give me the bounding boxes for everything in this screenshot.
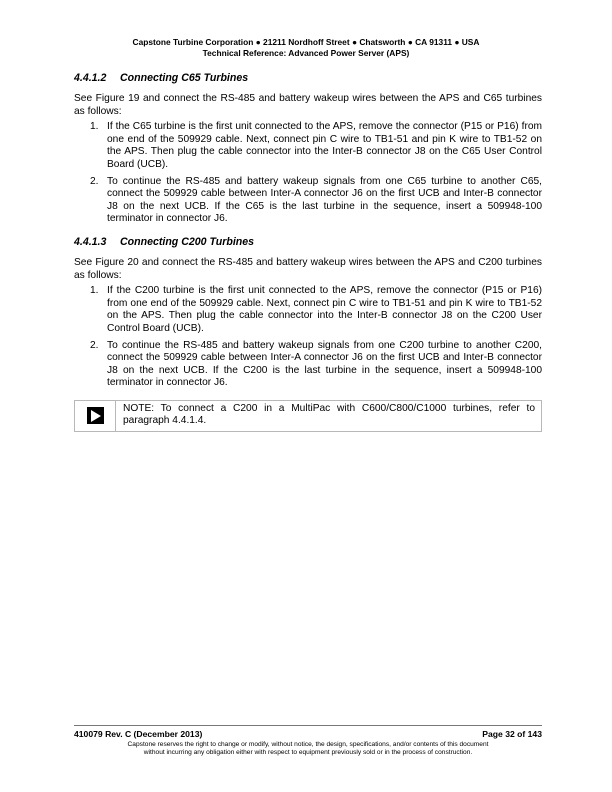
section-number: 4.4.1.3 [74, 235, 107, 248]
header-title-line: Technical Reference: Advanced Power Server (APS) [202, 48, 410, 58]
header-company-line: Capstone Turbine Corporation ● 21211 Nordhoff Street ● Chatsworth ● CA 91311 ● USA [132, 37, 480, 47]
list-item-text: To continue the RS-485 and battery wakeup signals from one C200 turbine to another C200, connect the 509929 cable between Inter-A connector J6 on the first UCB and Inter-B connector J8 on the next UCB. If the C200 is the last turbine in the sequence, insert a 509948-100 terminator in connector J6. [107, 339, 542, 389]
footer-disclaimer-line: Capstone reserves the right to change or modify, without notice, the design, specifications, and/or contents of this document [127, 741, 489, 748]
list-item [74, 176, 542, 226]
section-heading-c65 [74, 72, 542, 84]
list-item-text: If the C200 turbine is the first unit connected to the APS, remove the connector (P15 or P16) from one end of the 509929 cable. Next, connect pin C wire to TB1-51 and pin K wire to TB1-52 on the APS. Then plug the cable connector into the Inter-B connector J8 on the C200 User Control Board (UCB). [107, 285, 542, 334]
footer-page-number: Page 32 of 143 [482, 729, 542, 739]
section-title: Connecting C200 Turbines [120, 235, 255, 248]
footer-disclaimer [74, 741, 542, 758]
list-item [74, 121, 542, 171]
footer-disclaimer-line: without incurring any obligation either with respect to equipment previously sold or in the process of construction. [143, 749, 473, 757]
section-intro: See Figure 19 and connect the RS-485 and battery wakeup wires between the APS and C65 turbines as follows: [74, 93, 542, 117]
list-item [74, 285, 542, 335]
section-heading-c200 [74, 236, 542, 248]
footer-divider [74, 725, 542, 726]
list-item-number: 2. [90, 339, 99, 351]
note-box [74, 400, 542, 432]
page-footer [74, 725, 542, 758]
list-item-number: 1. [90, 121, 99, 133]
play-arrow-icon [87, 407, 104, 424]
note-text: NOTE: To connect a C200 in a MultiPac with C600/C800/C1000 turbines, refer to paragraph 4.4.1.4. [123, 402, 535, 427]
list-item-number: 1. [90, 285, 99, 297]
list-item [74, 340, 542, 390]
page-header [0, 37, 612, 59]
step-list [74, 285, 542, 390]
section-intro: See Figure 20 and connect the RS-485 and battery wakeup wires between the APS and C200 turbines as follows: [74, 256, 542, 281]
page-content [74, 72, 542, 432]
note-icon-cell [75, 401, 116, 431]
step-list [74, 121, 542, 226]
section-number: 4.4.1.2 [74, 72, 107, 84]
list-item-number: 2. [90, 175, 99, 187]
footer-doc-id: 410079 Rev. C (December 2013) [74, 729, 203, 739]
section-title: Connecting C65 Turbines [120, 72, 249, 84]
list-item-text: To continue the RS-485 and battery wakeup signals from one C65 turbine to another C65, connect the 509929 cable between Inter-A connector J6 on the first UCB and Inter-B connector J8 on the next UCB. If the C65 is the last turbine in the sequence, insert a 509948-100 terminator in connector J6. [107, 175, 542, 225]
list-item-text: If the C65 turbine is the first unit connected to the APS, remove the connector (P15 or P16) from one end of the 509929 cable. Next, connect pin C wire to TB1-51 and pin K wire to TB1-52 on the APS. Then plug the cable connector into the Inter-B connector J8 on the C65 User Control Board (UCB). [107, 121, 542, 170]
